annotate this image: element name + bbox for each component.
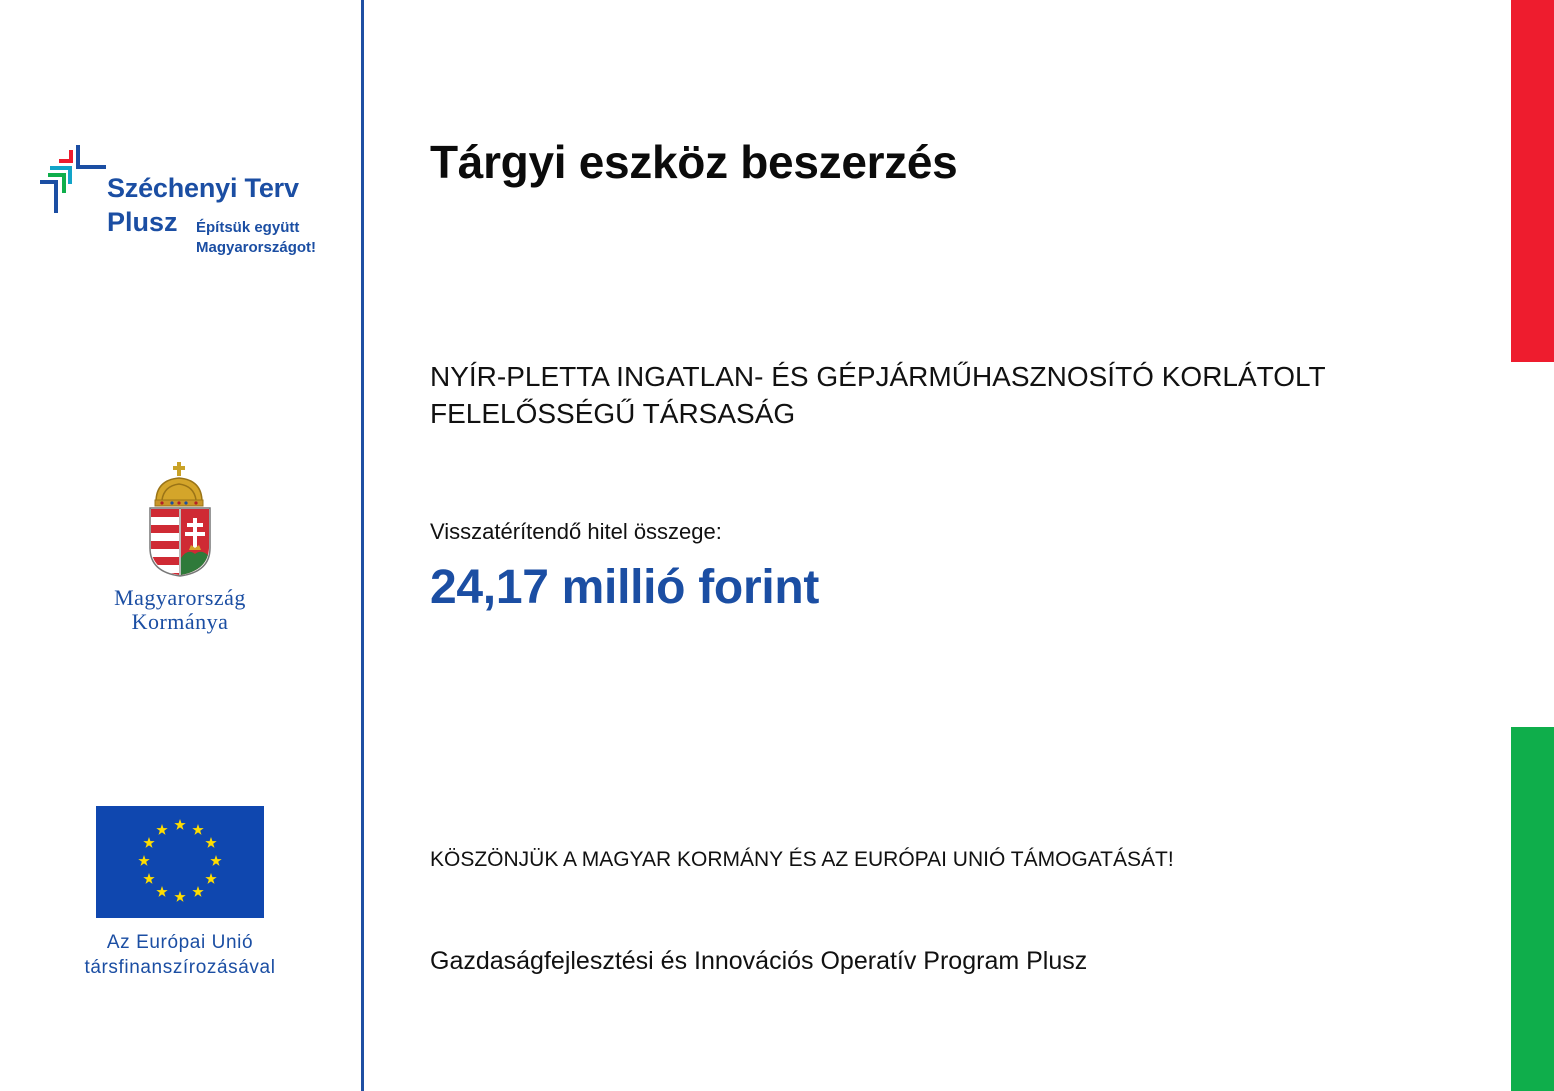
page-title: Tárgyi eszköz beszerzés	[430, 136, 958, 188]
vertical-divider	[361, 0, 364, 1091]
szechenyi-plusz: Plusz	[107, 207, 178, 237]
eu-line2: társfinanszírozásával	[84, 957, 276, 978]
amount-value: 24,17 millió forint	[430, 561, 820, 614]
company-name	[430, 358, 1490, 432]
szechenyi-cross-icon	[40, 145, 110, 215]
szechenyi-terv-logo	[40, 145, 340, 265]
green-flag-stripe	[1511, 727, 1554, 1091]
eu-line1: Az Európai Unió	[106, 932, 254, 953]
szechenyi-slogan-line2: Magyarországot!	[196, 239, 317, 256]
hungarian-coat-of-arms-icon	[148, 462, 212, 577]
government-logo-text	[50, 586, 310, 634]
government-line1: Magyarország	[114, 585, 246, 610]
thanks-text: KÖSZÖNJÜK A MAGYAR KORMÁNY ÉS AZ EURÓPAI UNIÓ TÁMOGATÁSÁT!	[430, 848, 1174, 871]
szechenyi-title: Széchenyi Terv	[107, 173, 299, 203]
szechenyi-slogan	[196, 218, 316, 258]
program-name: Gazdaságfejlesztési és Innovációs Operatív Program Plusz	[430, 947, 1088, 975]
szechenyi-slogan-line1: Építsük együtt	[196, 219, 300, 236]
eu-stars-icon	[96, 806, 264, 918]
eu-logo-text	[50, 930, 310, 980]
government-line2: Kormánya	[131, 609, 229, 634]
eu-flag	[96, 806, 264, 918]
red-flag-stripe	[1511, 0, 1554, 362]
company-name-line2: FELELŐSSÉGŰ TÁRSASÁG	[430, 398, 796, 429]
amount-label: Visszatérítendő hitel összege:	[430, 519, 722, 544]
company-name-line1: NYÍR-PLETTA INGATLAN- ÉS GÉPJÁRMŰHASZNOSÍTÓ KORLÁTOLT	[430, 361, 1326, 392]
